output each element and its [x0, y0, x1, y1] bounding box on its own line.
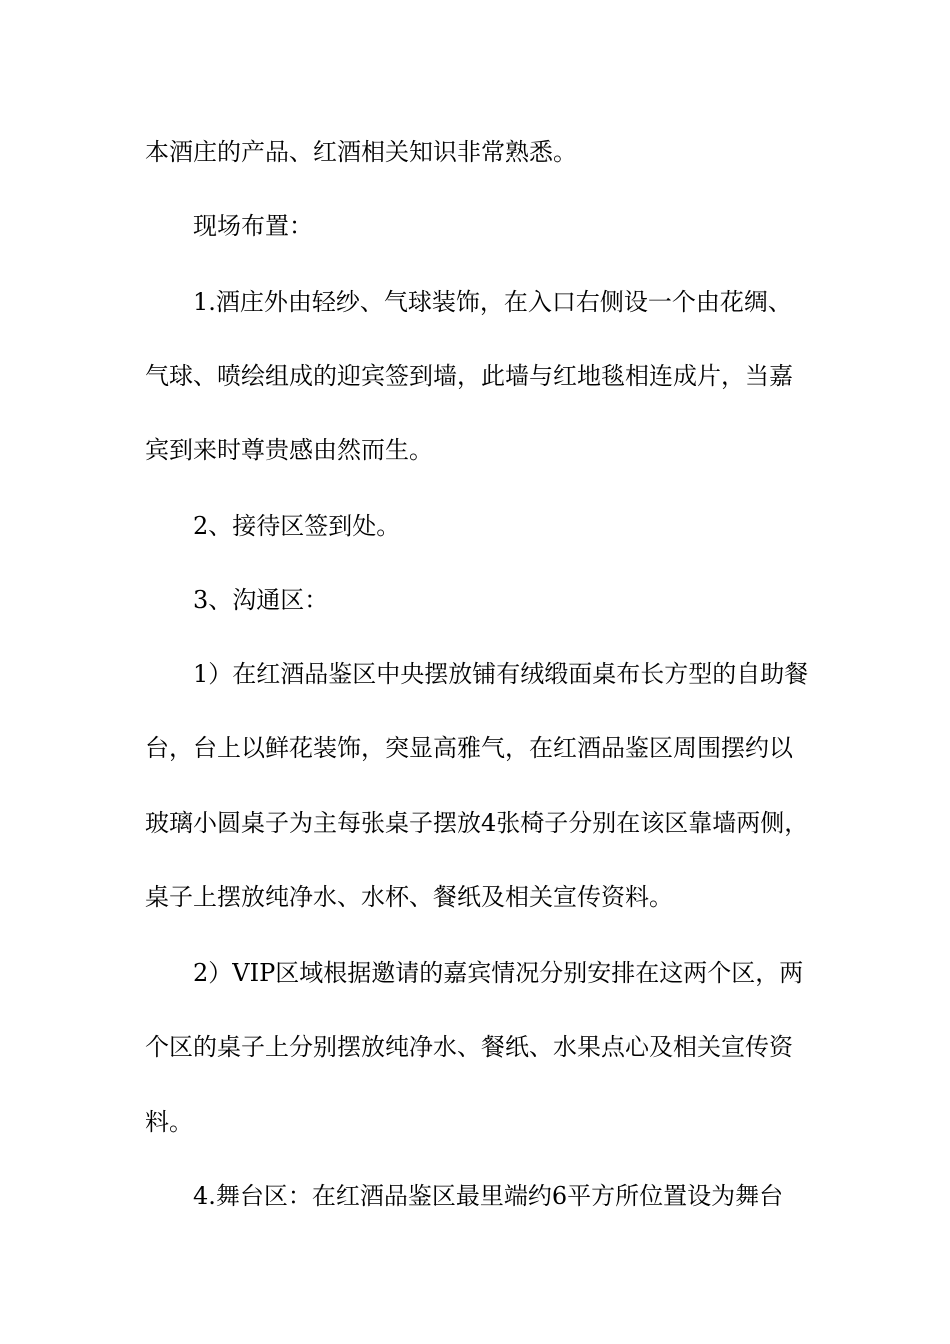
text-line-13: 个区的桌子上分别摆放纯净水、餐纸、水果点心及相关宣传资	[145, 1033, 793, 1061]
text-line-15: 4.舞台区：在红酒品鉴区最里端约6平方所位置设为舞台	[193, 1182, 784, 1210]
section-heading-site-layout: 现场布置：	[193, 212, 313, 240]
text-line-9: 台，台上以鲜花装饰，突显高雅气，在红酒品鉴区周围摆约以	[145, 734, 793, 762]
text-line-6: 2、接待区签到处。	[193, 512, 401, 540]
text-line-1: 本酒庄的产品、红酒相关知识非常熟悉。	[145, 138, 577, 166]
text-line-4: 气球、喷绘组成的迎宾签到墙，此墙与红地毯相连成片，当嘉	[145, 362, 793, 390]
text-line-12: 2）VIP区域根据邀请的嘉宾情况分别安排在这两个区，两	[193, 959, 804, 987]
text-line-8: 1）在红酒品鉴区中央摆放铺有绒缎面桌布长方型的自助餐	[193, 660, 809, 688]
text-line-10: 玻璃小圆桌子为主每张桌子摆放4张椅子分别在该区靠墙两侧，	[145, 809, 809, 837]
text-line-7: 3、沟通区：	[193, 586, 329, 614]
text-line-5: 宾到来时尊贵感由然而生。	[145, 436, 433, 464]
text-line-14: 料。	[145, 1108, 193, 1136]
text-line-11: 桌子上摆放纯净水、水杯、餐纸及相关宣传资料。	[145, 883, 673, 911]
text-line-3: 1.酒庄外由轻纱、气球装饰，在入口右侧设一个由花绸、	[193, 288, 792, 316]
